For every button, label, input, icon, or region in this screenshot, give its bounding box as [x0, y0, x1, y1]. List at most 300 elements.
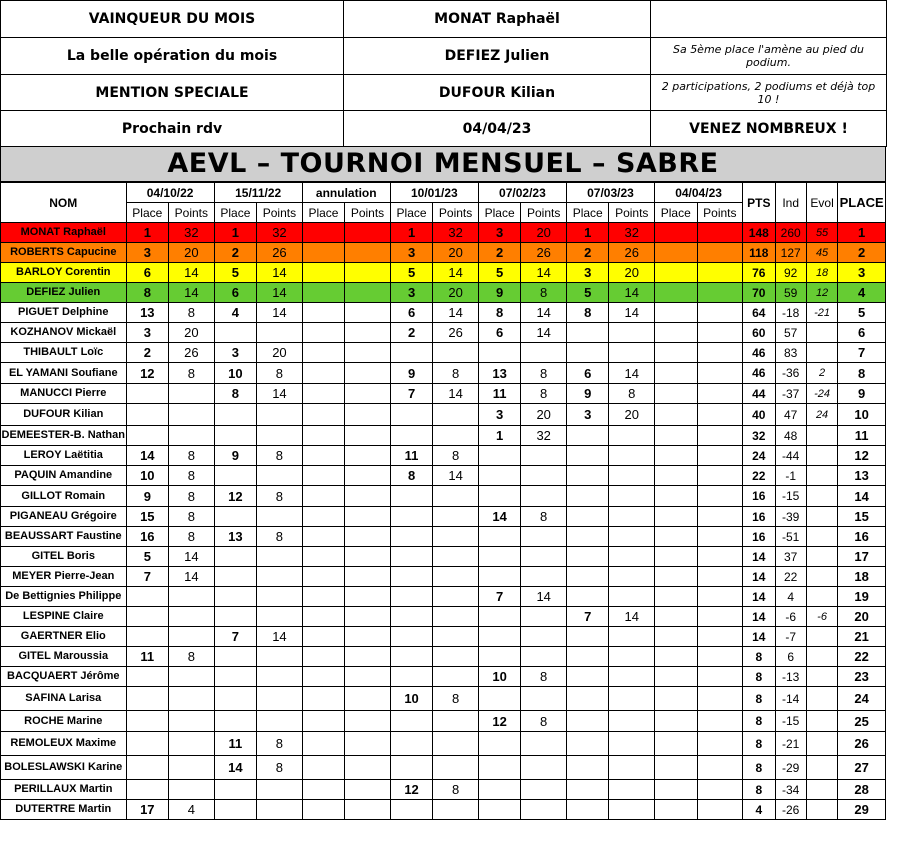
evolution-value [806, 466, 837, 486]
tournament-points [609, 800, 655, 820]
final-rank: 4 [838, 283, 886, 303]
evolution-value [806, 426, 837, 446]
tournament-points [697, 687, 743, 711]
tournament-place [126, 667, 169, 687]
tournament-place [478, 687, 521, 711]
player-name: MEYER Pierre-Jean [1, 567, 127, 587]
tournament-points [345, 404, 391, 426]
tournament-points [609, 711, 655, 732]
tournament-points [521, 780, 567, 800]
tournament-place [302, 446, 345, 466]
tournament-points: 8 [257, 446, 303, 466]
tournament-place [302, 627, 345, 647]
tournament-points: 8 [169, 507, 215, 527]
highlight-value: DUFOUR Kilian [344, 75, 651, 111]
standings-table [0, 182, 886, 820]
index-value: -7 [775, 627, 806, 647]
tournament-place [478, 343, 521, 363]
header-date: 04/10/22 [126, 183, 214, 203]
tournament-place: 3 [126, 323, 169, 343]
tournament-place: 13 [478, 363, 521, 384]
total-points: 8 [743, 667, 775, 687]
tournament-place [655, 527, 698, 547]
highlight-value: MONAT Raphaël [344, 1, 651, 38]
tournament-points [697, 243, 743, 263]
tournament-place [302, 343, 345, 363]
tournament-points [257, 687, 303, 711]
evolution-value [806, 711, 837, 732]
tournament-place [126, 687, 169, 711]
tournament-place [214, 607, 257, 627]
tournament-place [302, 223, 345, 243]
tournament-place [655, 223, 698, 243]
tournament-place [655, 446, 698, 466]
tournament-points [433, 756, 479, 780]
tournament-points [697, 607, 743, 627]
header-points: Points [257, 203, 303, 223]
tournament-place [302, 303, 345, 323]
tournament-points [433, 647, 479, 667]
tournament-points: 20 [609, 263, 655, 283]
tournament-points: 8 [169, 647, 215, 667]
tournament-points [433, 607, 479, 627]
highlight-value: DEFIEZ Julien [344, 38, 651, 75]
tournament-place [214, 800, 257, 820]
total-points: 46 [743, 363, 775, 384]
tournament-points [257, 607, 303, 627]
tournament-place: 3 [478, 223, 521, 243]
tournament-place: 1 [390, 223, 433, 243]
tournament-points [609, 780, 655, 800]
tournament-points [697, 323, 743, 343]
player-name: GITEL Boris [1, 547, 127, 567]
tournament-place: 5 [390, 263, 433, 283]
tournament-points [697, 426, 743, 446]
tournament-points: 14 [169, 567, 215, 587]
tournament-points: 26 [609, 243, 655, 263]
tournament-points [609, 547, 655, 567]
tournament-points: 14 [257, 303, 303, 323]
tournament-place [214, 687, 257, 711]
tournament-points [521, 567, 567, 587]
tournament-place [478, 486, 521, 507]
tournament-place [566, 587, 609, 607]
tournament-place [302, 363, 345, 384]
tournament-place: 8 [126, 283, 169, 303]
tournament-points: 14 [257, 627, 303, 647]
tournament-points [521, 446, 567, 466]
table-row [1, 587, 886, 607]
index-value: 127 [775, 243, 806, 263]
evolution-value [806, 486, 837, 507]
tournament-place [655, 667, 698, 687]
tournament-place [478, 627, 521, 647]
evolution-value [806, 323, 837, 343]
tournament-points: 8 [257, 363, 303, 384]
tournament-place: 9 [214, 446, 257, 466]
tournament-place [390, 587, 433, 607]
header-place: Place [566, 203, 609, 223]
tournament-points [433, 587, 479, 607]
tournament-points: 20 [521, 223, 567, 243]
tournament-place [126, 627, 169, 647]
tournament-place [566, 343, 609, 363]
total-points: 14 [743, 627, 775, 647]
tournament-points: 14 [169, 263, 215, 283]
tournament-place: 7 [126, 567, 169, 587]
table-row [1, 756, 886, 780]
tournament-points [257, 667, 303, 687]
tournament-place [302, 667, 345, 687]
table-row [1, 283, 886, 303]
total-points: 64 [743, 303, 775, 323]
evolution-value [806, 587, 837, 607]
tournament-points [433, 527, 479, 547]
tournament-place: 5 [478, 263, 521, 283]
tournament-points: 4 [169, 800, 215, 820]
tournament-points: 14 [433, 303, 479, 323]
tournament-place [302, 323, 345, 343]
player-name: GITEL Maroussia [1, 647, 127, 667]
player-name: BARLOY Corentin [1, 263, 127, 283]
tournament-place: 13 [214, 527, 257, 547]
tournament-points [345, 283, 391, 303]
tournament-place [566, 527, 609, 547]
tournament-place [390, 486, 433, 507]
tournament-points [521, 547, 567, 567]
tournament-place [302, 711, 345, 732]
total-points: 24 [743, 446, 775, 466]
table-row [1, 667, 886, 687]
tournament-place [566, 547, 609, 567]
tournament-points [609, 527, 655, 547]
tournament-points [169, 587, 215, 607]
tournament-place: 17 [126, 800, 169, 820]
table-row [1, 263, 886, 283]
tournament-points [521, 756, 567, 780]
highlight-note: Sa 5ème place l'amène au pied du podium. [651, 38, 887, 75]
total-points: 16 [743, 507, 775, 527]
tournament-place [566, 426, 609, 446]
highlight-label: Prochain rdv [1, 111, 344, 147]
player-name: DUTERTRE Martin [1, 800, 127, 820]
final-rank: 19 [838, 587, 886, 607]
index-value: -18 [775, 303, 806, 323]
tournament-place [214, 323, 257, 343]
tournament-place [566, 800, 609, 820]
evolution-value: 45 [806, 243, 837, 263]
index-value: 22 [775, 567, 806, 587]
tournament-points [257, 800, 303, 820]
final-rank: 25 [838, 711, 886, 732]
tournament-place [302, 263, 345, 283]
tournament-points: 26 [169, 343, 215, 363]
tournament-points [609, 323, 655, 343]
tournament-points [521, 647, 567, 667]
tournament-place [390, 547, 433, 567]
tournament-place: 12 [214, 486, 257, 507]
evolution-value [806, 732, 837, 756]
tournament-place [302, 283, 345, 303]
tournament-points [609, 567, 655, 587]
total-points: 118 [743, 243, 775, 263]
tournament-points: 14 [433, 384, 479, 404]
header-date: annulation [302, 183, 390, 203]
index-value: -29 [775, 756, 806, 780]
tournament-points [697, 404, 743, 426]
tournament-points [521, 627, 567, 647]
player-name: PERILLAUX Martin [1, 780, 127, 800]
tournament-points: 14 [521, 587, 567, 607]
player-name: GAERTNER Elio [1, 627, 127, 647]
tournament-place [655, 711, 698, 732]
tournament-place [655, 780, 698, 800]
final-rank: 10 [838, 404, 886, 426]
tournament-place [566, 780, 609, 800]
tournament-points [609, 667, 655, 687]
table-row [1, 446, 886, 466]
tournament-place [302, 587, 345, 607]
tournament-points: 26 [433, 323, 479, 343]
tournament-place [655, 384, 698, 404]
tournament-points [433, 404, 479, 426]
highlight-row [1, 38, 887, 75]
tournament-points: 8 [521, 363, 567, 384]
total-points: 8 [743, 732, 775, 756]
tournament-place [302, 507, 345, 527]
tournament-points [345, 647, 391, 667]
tournament-place [390, 667, 433, 687]
tournament-points: 14 [609, 363, 655, 384]
table-row [1, 243, 886, 263]
tournament-points: 26 [257, 243, 303, 263]
tournament-points [433, 732, 479, 756]
evolution-value [806, 527, 837, 547]
evolution-value [806, 667, 837, 687]
final-rank: 14 [838, 486, 886, 507]
tournament-place [302, 607, 345, 627]
tournament-place [566, 667, 609, 687]
index-value: -44 [775, 446, 806, 466]
final-rank: 9 [838, 384, 886, 404]
final-rank: 20 [838, 607, 886, 627]
tournament-points [345, 800, 391, 820]
tournament-points [521, 732, 567, 756]
tournament-place: 2 [478, 243, 521, 263]
tournament-points: 8 [521, 283, 567, 303]
tournament-points: 8 [521, 667, 567, 687]
final-rank: 21 [838, 627, 886, 647]
tournament-points [697, 303, 743, 323]
total-points: 16 [743, 527, 775, 547]
player-name: MONAT Raphaël [1, 223, 127, 243]
table-row [1, 732, 886, 756]
index-value: 92 [775, 263, 806, 283]
tournament-points [169, 426, 215, 446]
header-place: Place [214, 203, 257, 223]
tournament-points: 32 [609, 223, 655, 243]
table-row [1, 404, 886, 426]
tournament-place [478, 607, 521, 627]
tournament-place: 14 [214, 756, 257, 780]
tournament-points [521, 607, 567, 627]
tournament-points [697, 343, 743, 363]
tournament-place [214, 426, 257, 446]
player-name: DEFIEZ Julien [1, 283, 127, 303]
tournament-points [257, 404, 303, 426]
total-points: 8 [743, 780, 775, 800]
tournament-place: 6 [126, 263, 169, 283]
tournament-place: 7 [478, 587, 521, 607]
index-value: -6 [775, 607, 806, 627]
tournament-place: 6 [214, 283, 257, 303]
tournament-points [345, 711, 391, 732]
tournament-points: 8 [169, 466, 215, 486]
tournament-points: 20 [609, 404, 655, 426]
tournament-points: 8 [433, 446, 479, 466]
tournament-points [697, 283, 743, 303]
total-points: 8 [743, 711, 775, 732]
tournament-place: 3 [478, 404, 521, 426]
tournament-points [257, 780, 303, 800]
monthly-highlights [0, 0, 887, 147]
tournament-place [655, 756, 698, 780]
tournament-points: 8 [521, 384, 567, 404]
tournament-points [609, 647, 655, 667]
tournament-points [345, 466, 391, 486]
table-row [1, 223, 886, 243]
tournament-points [169, 687, 215, 711]
tournament-points [257, 711, 303, 732]
tournament-place: 14 [478, 507, 521, 527]
tournament-points [257, 426, 303, 446]
highlight-note [651, 1, 887, 38]
highlight-label: MENTION SPECIALE [1, 75, 344, 111]
tournament-points [257, 647, 303, 667]
tournament-points: 8 [433, 687, 479, 711]
tournament-points: 14 [257, 283, 303, 303]
tournament-place: 16 [126, 527, 169, 547]
table-row [1, 800, 886, 820]
final-rank: 18 [838, 567, 886, 587]
tournament-points [697, 547, 743, 567]
final-rank: 27 [838, 756, 886, 780]
tournament-points [169, 627, 215, 647]
player-name: LESPINE Claire [1, 607, 127, 627]
final-rank: 1 [838, 223, 886, 243]
index-value: 57 [775, 323, 806, 343]
tournament-place: 9 [390, 363, 433, 384]
table-row [1, 466, 886, 486]
evolution-value [806, 507, 837, 527]
tournament-place [390, 527, 433, 547]
tournament-points [609, 486, 655, 507]
tournament-points: 8 [433, 363, 479, 384]
final-rank: 17 [838, 547, 886, 567]
tournament-place: 13 [126, 303, 169, 323]
evolution-value [806, 687, 837, 711]
tournament-points: 14 [609, 283, 655, 303]
index-value: -36 [775, 363, 806, 384]
tournament-place [214, 567, 257, 587]
tournament-place: 8 [566, 303, 609, 323]
evolution-value: 12 [806, 283, 837, 303]
page-title: AEVL – TOURNOI MENSUEL – SABRE [0, 147, 886, 182]
final-rank: 2 [838, 243, 886, 263]
final-rank: 11 [838, 426, 886, 446]
tournament-points [697, 667, 743, 687]
player-name: SAFINA Larisa [1, 687, 127, 711]
tournament-place [302, 780, 345, 800]
tournament-place [302, 756, 345, 780]
tournament-points [433, 507, 479, 527]
tournament-points [345, 426, 391, 446]
tournament-place [390, 800, 433, 820]
final-rank: 16 [838, 527, 886, 547]
tournament-place [302, 426, 345, 446]
player-name: GILLOT Romain [1, 486, 127, 507]
tournament-place: 8 [390, 466, 433, 486]
tournament-points: 8 [169, 486, 215, 507]
tournament-points [697, 446, 743, 466]
tournament-points [697, 384, 743, 404]
tournament-place [126, 426, 169, 446]
tournament-points [345, 547, 391, 567]
header-place: Place [655, 203, 698, 223]
tournament-place: 10 [126, 466, 169, 486]
tournament-place: 3 [214, 343, 257, 363]
tournament-place [478, 800, 521, 820]
header-place: Place [478, 203, 521, 223]
final-rank: 3 [838, 263, 886, 283]
index-value: 37 [775, 547, 806, 567]
header-date: 10/01/23 [390, 183, 478, 203]
total-points: 46 [743, 343, 775, 363]
evolution-value: -21 [806, 303, 837, 323]
total-points: 70 [743, 283, 775, 303]
tournament-place [566, 486, 609, 507]
tournament-place [566, 647, 609, 667]
final-rank: 29 [838, 800, 886, 820]
table-row [1, 607, 886, 627]
tournament-place [655, 567, 698, 587]
tournament-place: 9 [126, 486, 169, 507]
tournament-points [345, 507, 391, 527]
header-points: Points [433, 203, 479, 223]
tournament-points [609, 446, 655, 466]
tournament-points: 20 [169, 243, 215, 263]
evolution-value [806, 446, 837, 466]
tournament-place [390, 732, 433, 756]
tournament-points [345, 587, 391, 607]
tournament-place [302, 384, 345, 404]
tournament-points: 14 [433, 263, 479, 283]
tournament-points: 8 [169, 363, 215, 384]
index-value: 260 [775, 223, 806, 243]
tournament-place [566, 466, 609, 486]
tournament-place [655, 587, 698, 607]
tournament-place [566, 507, 609, 527]
tournament-points [345, 363, 391, 384]
player-name: De Bettignies Philippe [1, 587, 127, 607]
tournament-place: 7 [214, 627, 257, 647]
total-points: 8 [743, 756, 775, 780]
tournament-points [697, 263, 743, 283]
final-rank: 12 [838, 446, 886, 466]
tournament-points: 8 [257, 486, 303, 507]
total-points: 8 [743, 647, 775, 667]
player-name: BEAUSSART Faustine [1, 527, 127, 547]
